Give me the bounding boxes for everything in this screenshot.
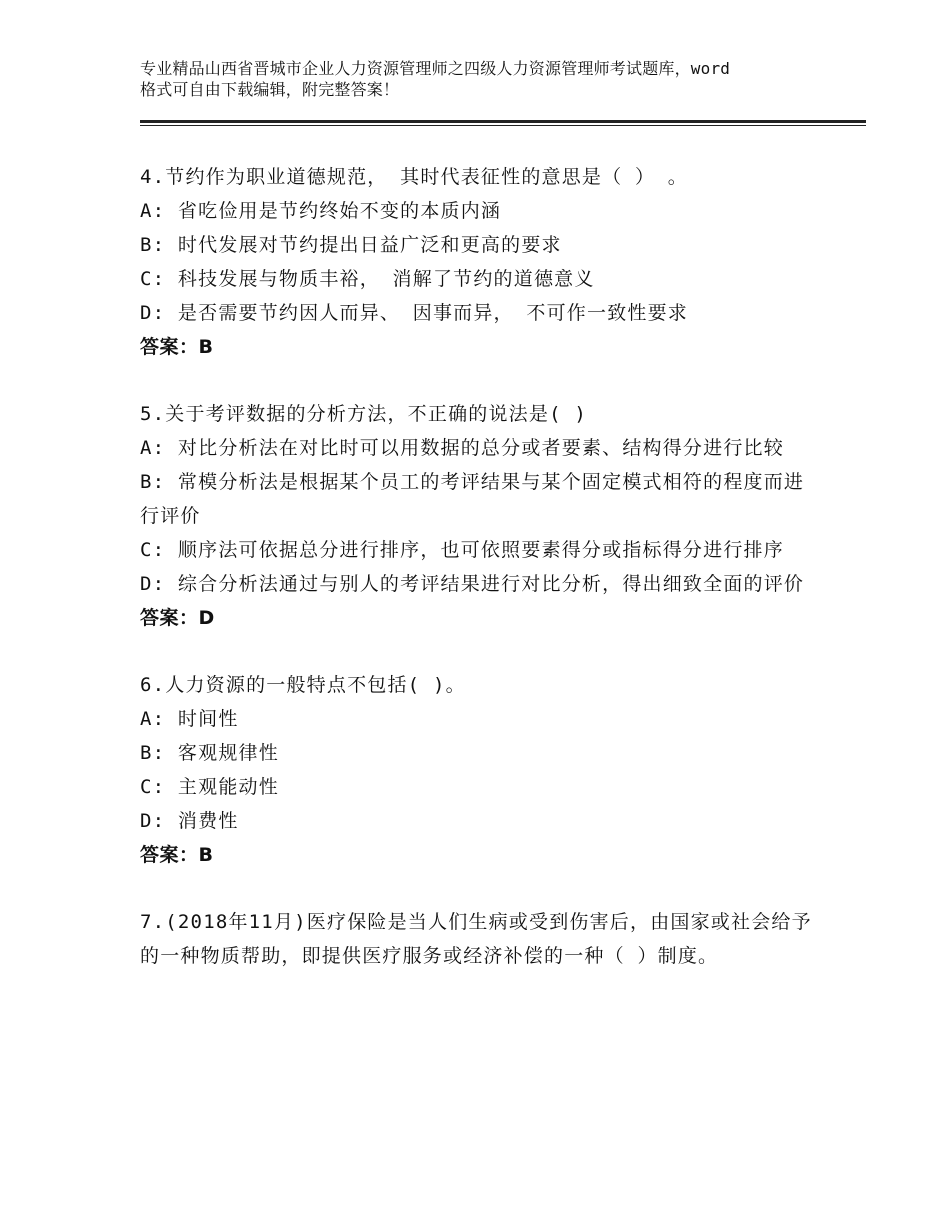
option-c: C: 主观能动性 — [140, 776, 279, 798]
question-stem: 7.(2018年11月)医疗保险是当人们生病或受到伤害后，由国家或社会给予的一种物质帮助，即提供医疗服务或经济补偿的一种（ ）制度。 — [140, 911, 812, 967]
option-a: A: 时间性 — [140, 708, 239, 730]
option-d: D: 消费性 — [140, 810, 239, 832]
option-d: D: 是否需要节约因人而异、 因事而异， 不可作一致性要求 — [140, 302, 688, 324]
header-divider-thick — [140, 120, 866, 123]
option-b: B: 常模分析法是根据某个员工的考评结果与某个固定模式相符的程度而进行评价 — [140, 471, 805, 527]
answer-label: 答案：B — [140, 336, 214, 358]
option-c: C: 科技发展与物质丰裕， 消解了节约的道德意义 — [140, 268, 595, 290]
question-5 — [140, 397, 820, 635]
answer-label: 答案：D — [140, 607, 215, 629]
answer-label: 答案：B — [140, 844, 214, 866]
question-stem: 6.人力资源的一般特点不包括( )。 — [140, 674, 466, 696]
question-4 — [140, 160, 820, 364]
question-stem: 4.节约作为职业道德规范， 其时代表征性的意思是（ ） 。 — [140, 166, 688, 188]
header-line-2: 格式可自由下载编辑，附完整答案！ — [140, 80, 400, 99]
option-b: B: 时代发展对节约提出日益广泛和更高的要求 — [140, 234, 562, 256]
option-d: D: 综合分析法通过与别人的考评结果进行对比分析，得出细致全面的评价 — [140, 573, 805, 595]
question-7 — [140, 905, 820, 973]
option-a: A: 省吃俭用是节约终始不变的本质内涵 — [140, 200, 502, 222]
header-line-1: 专业精品山西省晋城市企业人力资源管理师之四级人力资源管理师考试题库，word — [140, 59, 731, 78]
document-header — [140, 58, 830, 100]
option-a: A: 对比分析法在对比时可以用数据的总分或者要素、结构得分进行比较 — [140, 437, 784, 459]
question-6 — [140, 668, 820, 872]
option-c: C: 顺序法可依据总分进行排序，也可依照要素得分或指标得分进行排序 — [140, 539, 784, 561]
option-b: B: 客观规律性 — [140, 742, 279, 764]
question-list — [140, 160, 820, 973]
question-stem: 5.关于考评数据的分析方法，不正确的说法是( ) — [140, 403, 587, 425]
header-divider-thin — [140, 125, 866, 126]
